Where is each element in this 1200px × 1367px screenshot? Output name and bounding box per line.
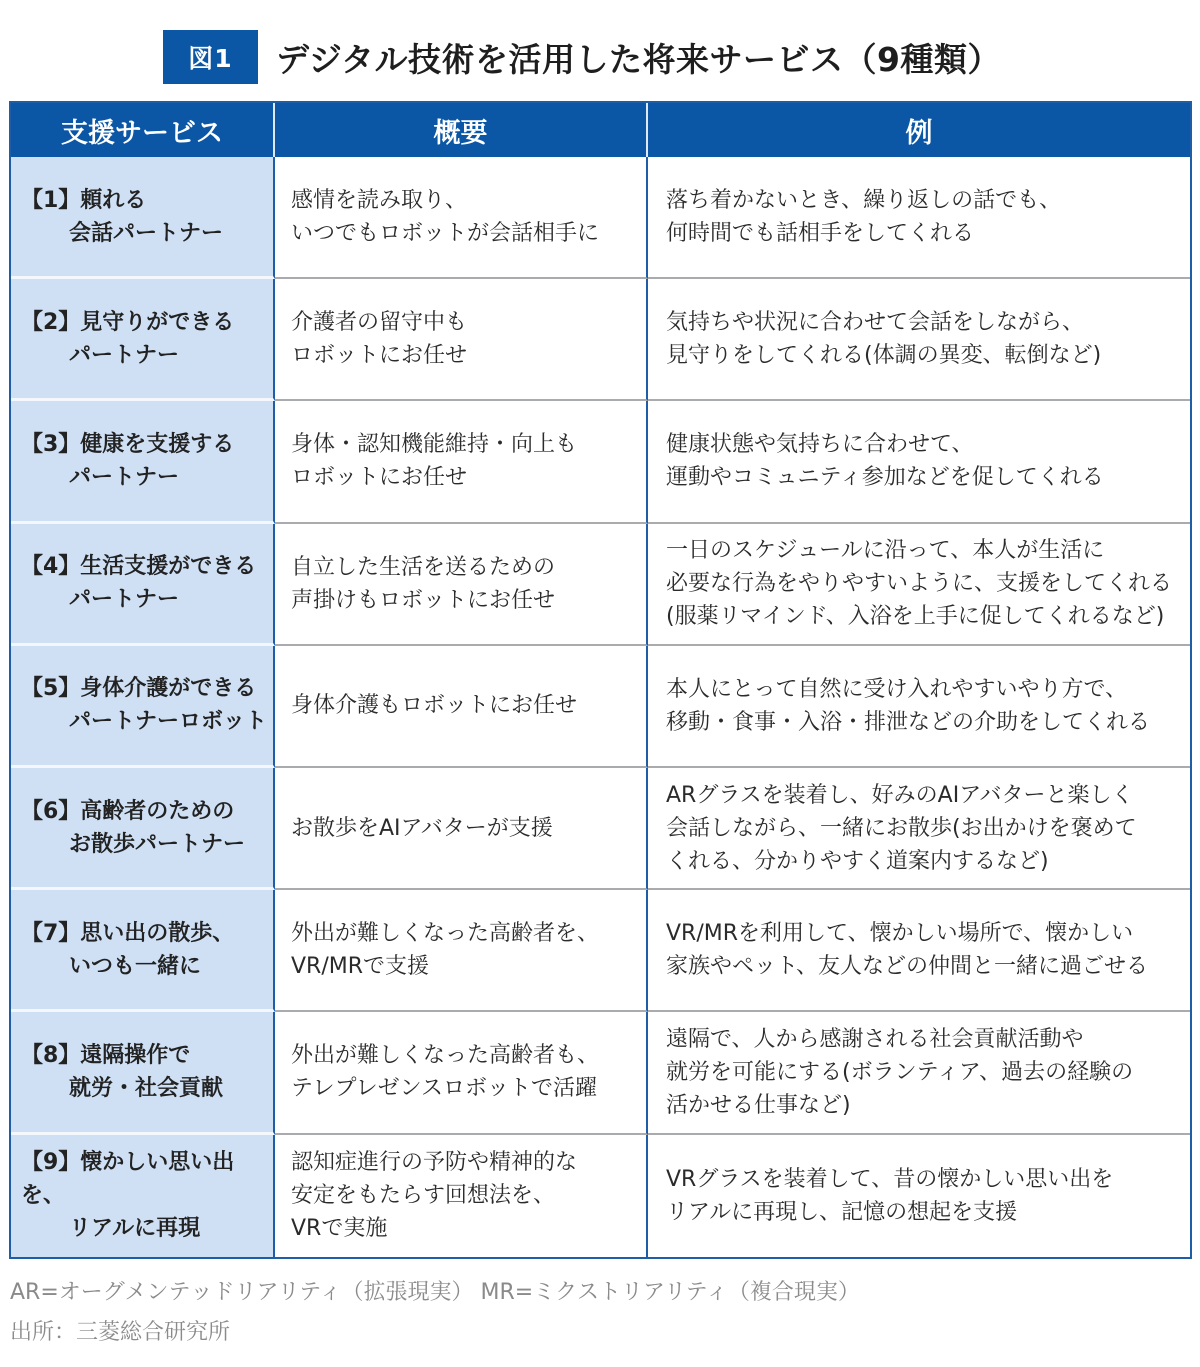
example-cell xyxy=(648,1135,1190,1257)
example-cell-line: 健康状態や気持ちに合わせて、 xyxy=(666,432,974,458)
example-cell-line: 見守りをしてくれる(体調の異変、転倒など) xyxy=(666,343,1102,369)
overview-cell-line: いつでもロボットが会話相手に xyxy=(291,221,600,247)
example-cell-line: ARグラスを装着し、好みのAIアバターと楽しく xyxy=(666,782,1134,808)
overview-cell-line: ロボットにお任せ xyxy=(291,343,468,369)
table-row xyxy=(11,646,1190,768)
example-cell xyxy=(648,768,1190,890)
table-header-row xyxy=(11,103,1190,157)
example-cell-line: 家族やペット、友人などの仲間と一緒に過ごせる xyxy=(666,954,1149,980)
service-name-line: 【3】健康を支援する xyxy=(21,431,235,457)
service-name-line: 【8】遠隔操作で xyxy=(21,1042,191,1068)
overview-cell xyxy=(275,1135,648,1257)
service-name-line: 【1】頼れる xyxy=(21,187,147,213)
column-header-service: 支援サービス xyxy=(11,103,275,157)
service-cell xyxy=(11,401,275,523)
example-cell-line: 遠隔で、人から感謝される社会貢献活動や xyxy=(666,1026,1084,1052)
table-row xyxy=(11,157,1190,279)
example-cell-line: (服薬リマインド、入浴を上手に促してくれるなど) xyxy=(666,604,1165,630)
overview-cell-line: 自立した生活を送るための xyxy=(291,554,556,580)
source-note: 出所：三菱総合研究所 xyxy=(10,1320,231,1345)
service-name-line: パートナー xyxy=(69,342,180,368)
example-cell-line: 落ち着かないとき、繰り返しの話でも、 xyxy=(666,188,1062,214)
example-cell-line: 運動やコミュニティ参加などを促してくれる xyxy=(666,465,1104,491)
column-header-example: 例 xyxy=(905,117,933,149)
overview-cell xyxy=(275,157,648,279)
example-cell-line: 必要な行為をやりやすいように、支援をしてくれる xyxy=(666,571,1173,597)
service-cell xyxy=(11,1135,275,1257)
footnotes xyxy=(10,1273,860,1353)
table-row xyxy=(11,279,1190,401)
example-cell-line: 会話しながら、一緒にお散歩(お出かけを褒めて xyxy=(666,815,1137,841)
service-name-line: 【7】思い出の散歩、 xyxy=(21,920,235,946)
overview-cell-line: テレプレゼンスロボットで活躍 xyxy=(291,1076,598,1102)
overview-cell-line: 介護者の留守中も xyxy=(291,310,468,336)
overview-cell xyxy=(275,646,648,768)
abbreviation-note: AR=オーグメンテッドリアリティ（拡張現実） MR=ミクストリアリティ（複合現実） xyxy=(10,1280,860,1305)
service-name-line: いつも一緒に xyxy=(69,953,202,979)
overview-cell-line: 外出が難しくなった高齢者を、 xyxy=(291,921,600,947)
example-cell-line: 気持ちや状況に合わせて会話をしながら、 xyxy=(666,310,1085,336)
example-cell xyxy=(648,890,1190,1012)
service-name-line: リアルに再現 xyxy=(69,1216,201,1242)
overview-cell xyxy=(275,768,648,890)
service-name-line: 【4】生活支援ができる xyxy=(21,554,257,580)
example-cell-line: 何時間でも話相手をしてくれる xyxy=(666,221,975,247)
table-row xyxy=(11,768,1190,890)
service-name-line: 【5】身体介護ができる xyxy=(21,676,257,702)
example-cell xyxy=(648,524,1190,646)
example-cell xyxy=(648,1012,1190,1134)
table-row xyxy=(11,401,1190,523)
service-cell xyxy=(11,279,275,401)
example-cell-line: 就労を可能にする(ボランティア、過去の経験の xyxy=(666,1059,1134,1085)
example-cell xyxy=(648,646,1190,768)
overview-cell-line: VR/MRで支援 xyxy=(291,954,430,980)
table-row xyxy=(11,524,1190,646)
service-name-line: パートナーロボット xyxy=(69,709,268,735)
overview-cell-line: 感情を読み取り、 xyxy=(291,188,468,214)
figure-title-bar xyxy=(163,30,1001,84)
example-cell-line: 一日のスケジュールに沿って、本人が生活に xyxy=(666,538,1105,564)
overview-cell-line: 安定をもたらす回想法を、 xyxy=(291,1183,556,1209)
overview-cell xyxy=(275,890,648,1012)
service-name-line: パートナー xyxy=(69,587,180,613)
table-row xyxy=(11,890,1190,1012)
overview-cell-line: お散歩をAIアバターが支援 xyxy=(291,815,553,841)
service-cell xyxy=(11,157,275,279)
table-row xyxy=(11,1012,1190,1134)
service-cell xyxy=(11,1012,275,1134)
table-body xyxy=(11,157,1190,1257)
service-name-line: お散歩パートナー xyxy=(69,831,246,857)
overview-cell-line: 認知症進行の予防や精神的な xyxy=(291,1150,578,1176)
service-cell xyxy=(11,890,275,1012)
overview-cell-line: VRで実施 xyxy=(291,1216,388,1242)
overview-cell-line: 声掛けもロボットにお任せ xyxy=(291,587,556,613)
service-cell xyxy=(11,524,275,646)
example-cell xyxy=(648,157,1190,279)
service-cell xyxy=(11,768,275,890)
service-name-line: 【6】高齢者のための xyxy=(21,798,235,824)
example-cell-line: くれる、分かりやすく道案内するなど) xyxy=(666,848,1049,874)
service-cell xyxy=(11,646,275,768)
overview-cell-line: 外出が難しくなった高齢者も、 xyxy=(291,1043,600,1069)
table-row xyxy=(11,1135,1190,1257)
figure-title: デジタル技術を活用した将来サービス（9種類） xyxy=(276,39,1001,79)
example-cell-line: VRグラスを装着して、昔の懐かしい思い出を xyxy=(666,1166,1114,1192)
overview-cell-line: 身体・認知機能維持・向上も xyxy=(291,432,578,458)
service-name-line: 【2】見守りができる xyxy=(21,309,235,335)
example-cell-line: 本人にとって自然に受け入れやすいやり方で、 xyxy=(666,676,1128,702)
figure-label-badge: 図1 xyxy=(163,30,258,84)
example-cell-line: VR/MRを利用して、懐かしい場所で、懐かしい xyxy=(666,921,1134,947)
service-name-line: パートナー xyxy=(69,464,180,490)
overview-cell xyxy=(275,524,648,646)
overview-cell xyxy=(275,401,648,523)
overview-cell xyxy=(275,1012,648,1134)
service-name-line: 就労・社会貢献 xyxy=(69,1075,224,1101)
service-name-line: 【9】懐かしい思い出を、 xyxy=(21,1150,235,1209)
service-name-line: 会話パートナー xyxy=(69,220,224,246)
column-header-overview: 概要 xyxy=(275,103,648,157)
overview-cell-line: ロボットにお任せ xyxy=(291,465,468,491)
overview-cell-line: 身体介護もロボットにお任せ xyxy=(291,693,578,719)
overview-cell xyxy=(275,279,648,401)
example-cell-line: リアルに再現し、記憶の想起を支援 xyxy=(666,1199,1018,1225)
example-cell xyxy=(648,279,1190,401)
example-cell xyxy=(648,401,1190,523)
services-table xyxy=(9,101,1192,1259)
example-cell-line: 活かせる仕事など) xyxy=(666,1092,851,1118)
example-cell-line: 移動・食事・入浴・排泄などの介助をしてくれる xyxy=(666,709,1151,735)
